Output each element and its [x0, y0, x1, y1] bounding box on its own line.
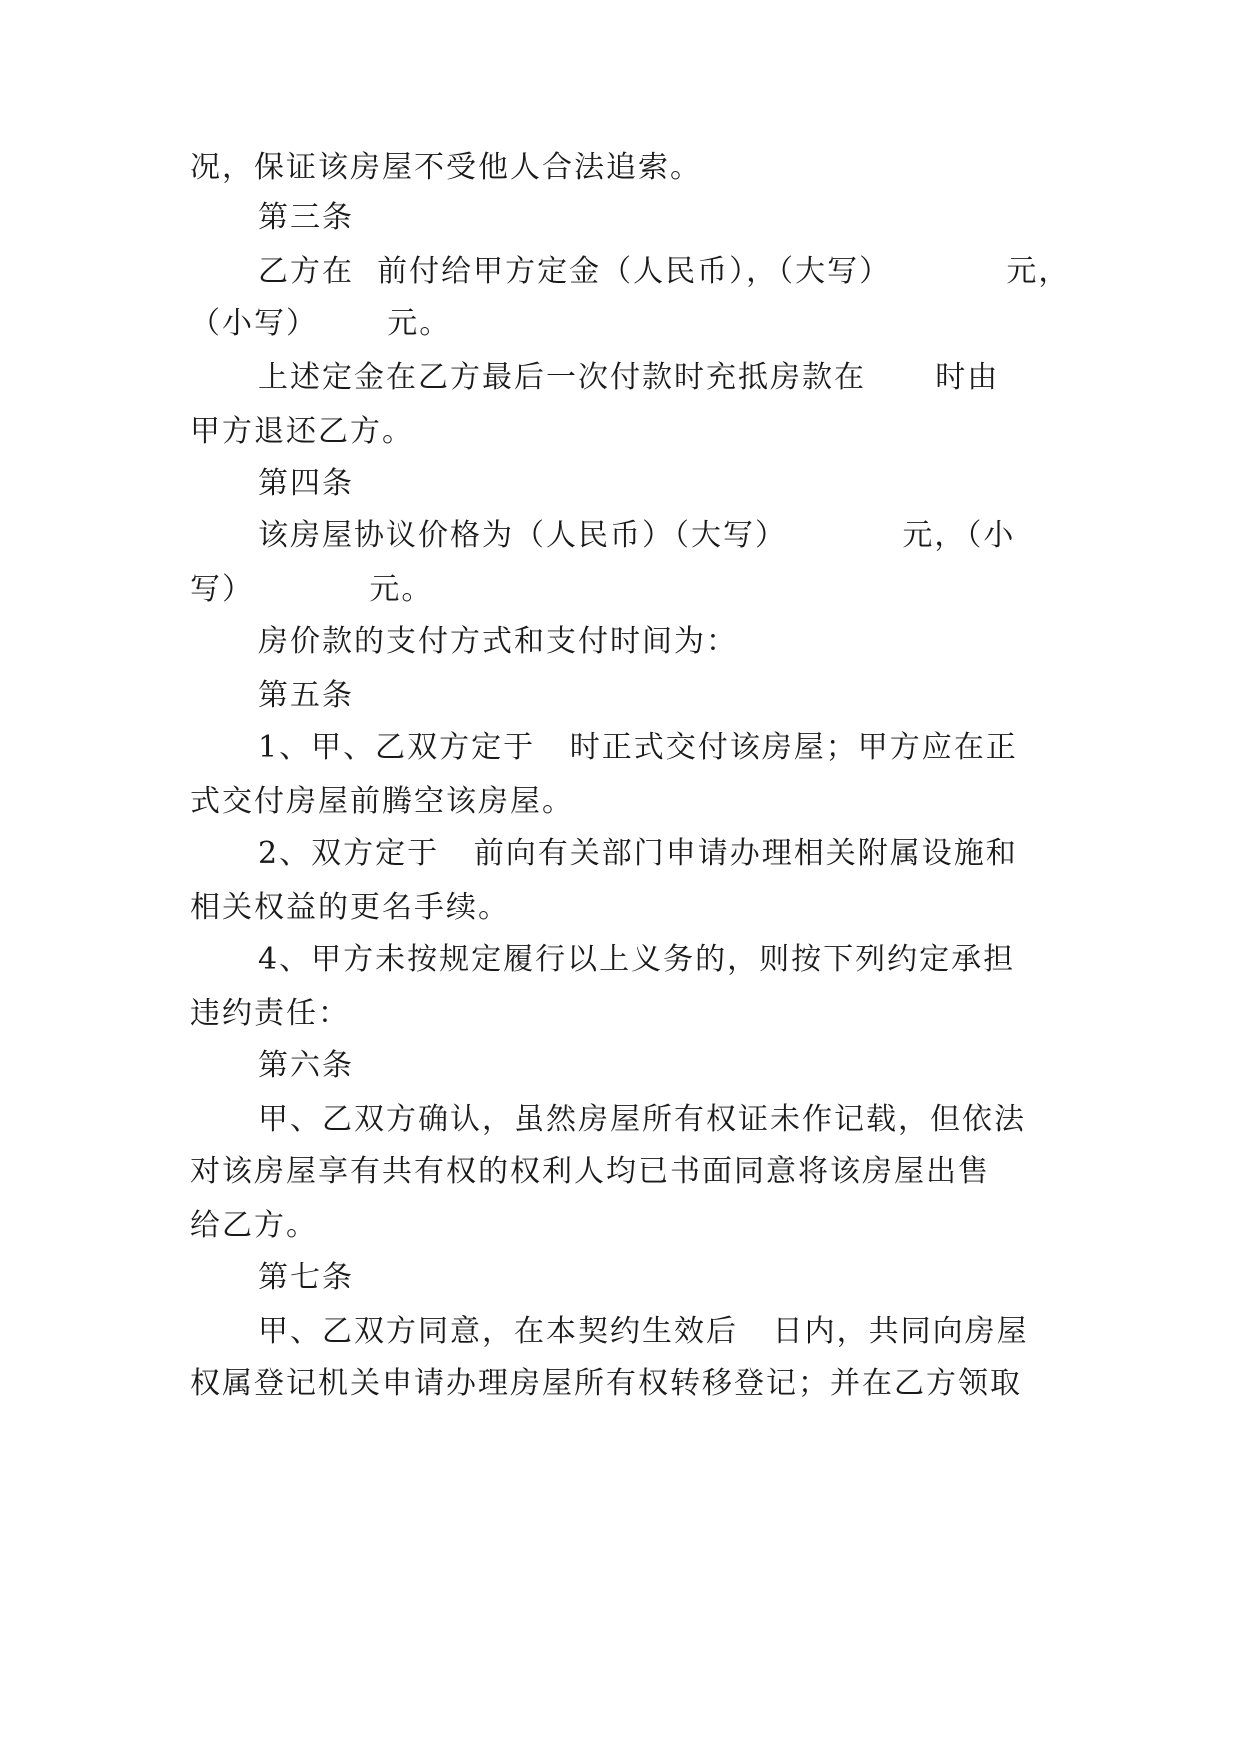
article-heading: 第三条	[258, 200, 354, 235]
text-line: 权属登记机关申请办理房屋所有权转移登记；并在乙方领取	[190, 1366, 1022, 1401]
text-line: 该房屋协议价格为（人民币）（大写） 元，（小	[258, 518, 1016, 553]
article-heading: 第四条	[258, 466, 354, 501]
text-line: 上述定金在乙方最后一次付款时充抵房款在 时由	[258, 360, 1000, 395]
text-line: 4、甲方未按规定履行以上义务的，则按下列约定承担	[258, 942, 1016, 977]
text-line: 况，保证该房屋不受他人合法追索。	[190, 150, 702, 185]
article-heading: 第五条	[258, 678, 354, 713]
text-line: 1、甲、乙双方定于 时正式交付该房屋；甲方应在正	[258, 730, 1018, 765]
text-line: 违约责任：	[190, 996, 350, 1031]
text-line: 乙方在 前付给甲方定金（人民币），（大写） 元，	[258, 254, 1071, 289]
text-line: （小写） 元。	[190, 306, 452, 341]
text-line: 甲、乙双方同意，在本契约生效后 日内，共同向房屋	[258, 1314, 1029, 1349]
text-line: 2、双方定于 前向有关部门申请办理相关附属设施和	[258, 836, 1018, 871]
text-line: 写） 元。	[190, 572, 434, 607]
article-heading: 第七条	[258, 1260, 354, 1295]
text-line: 式交付房屋前腾空该房屋。	[190, 784, 574, 819]
article-heading: 第六条	[258, 1048, 354, 1083]
text-line: 相关权益的更名手续。	[190, 890, 510, 925]
text-line: 甲、乙双方确认，虽然房屋所有权证未作记载，但依法	[258, 1102, 1026, 1137]
text-line: 房价款的支付方式和支付时间为：	[258, 624, 738, 659]
text-line: 对该房屋享有共有权的权利人均已书面同意将该房屋出售	[190, 1154, 990, 1189]
text-line: 甲方退还乙方。	[190, 414, 414, 449]
text-line: 给乙方。	[190, 1208, 318, 1243]
